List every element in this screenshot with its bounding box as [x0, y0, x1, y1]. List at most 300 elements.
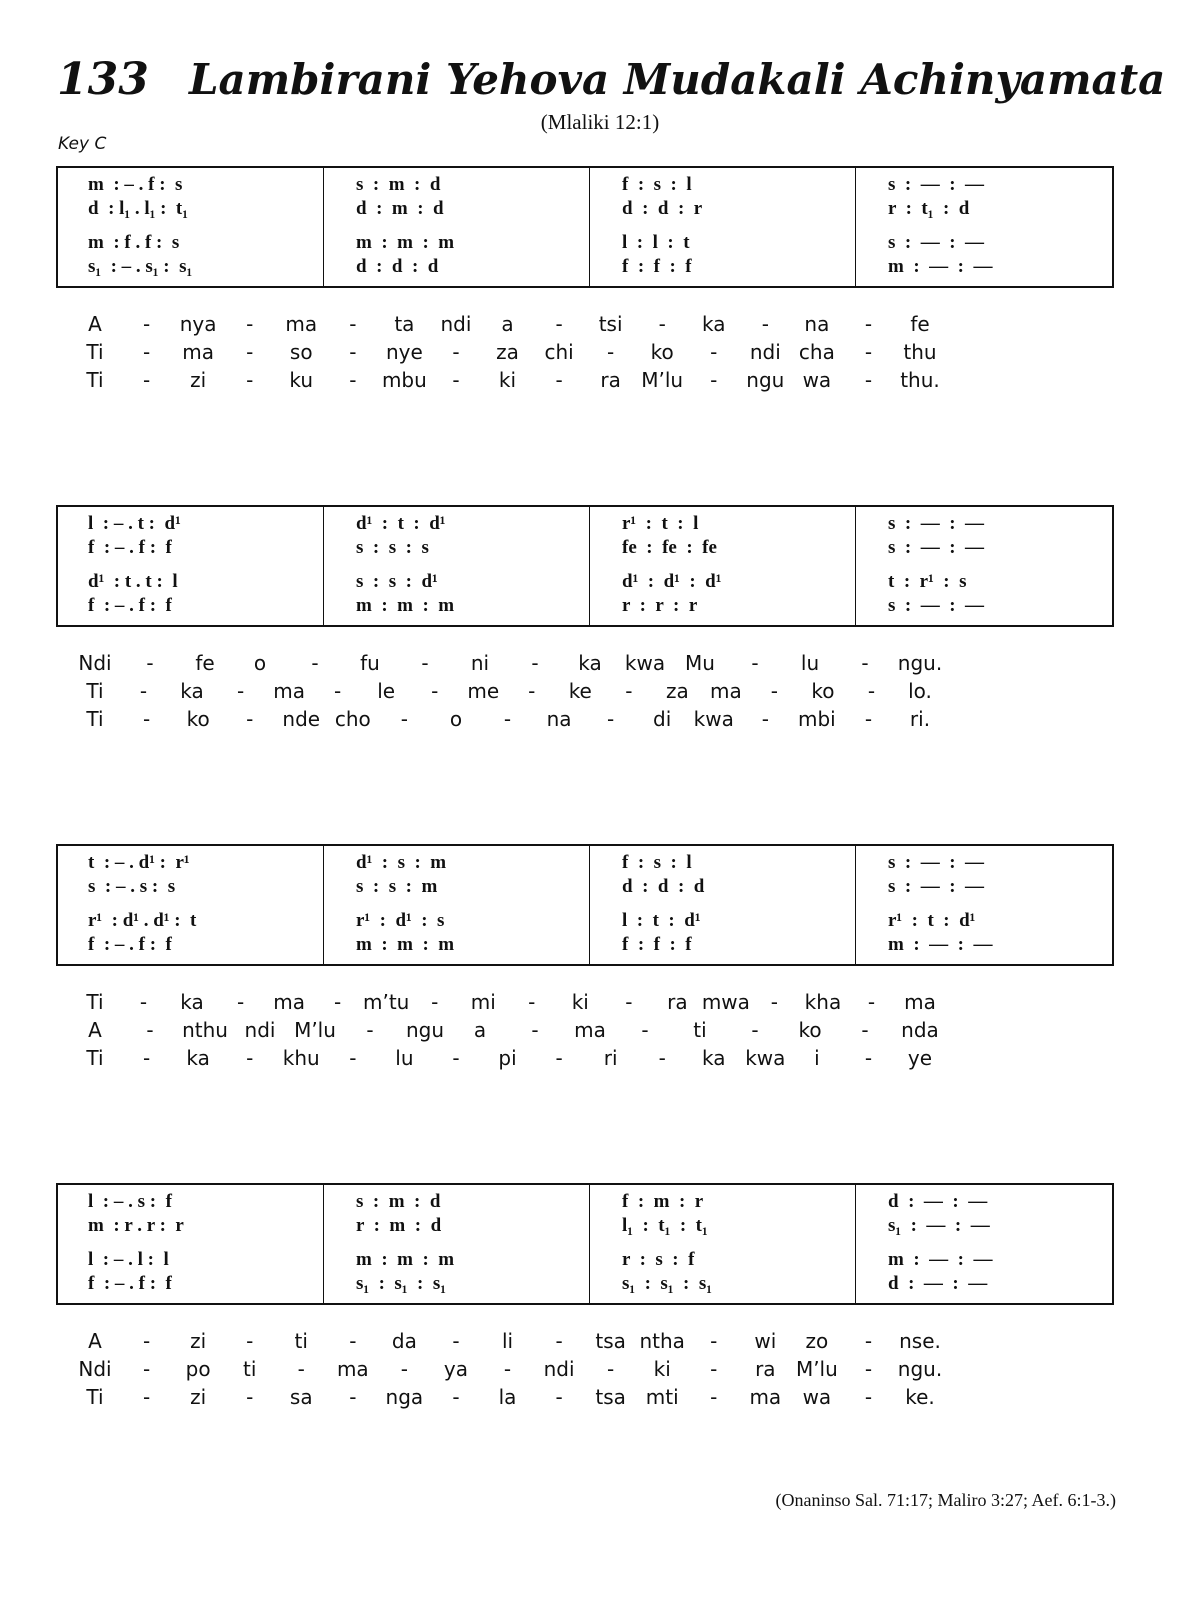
- solfa-line: s : — : —: [888, 852, 985, 873]
- lyric-syllable: kwa: [624, 651, 666, 675]
- syllable-hyphen: -: [710, 368, 718, 392]
- lyric-syllable: ke.: [905, 1385, 935, 1409]
- syllable-hyphen: -: [641, 1018, 649, 1042]
- syllable-hyphen: -: [452, 1385, 460, 1409]
- lyric-syllable: zi: [190, 368, 207, 392]
- solfa-line: r¹ : t : l: [622, 513, 699, 534]
- lyric-syllable: nse.: [899, 1329, 941, 1353]
- solfa-line: l₁ : t₁ : t₁: [622, 1215, 708, 1236]
- syllable-hyphen: -: [867, 679, 876, 703]
- syllable-hyphen: -: [349, 1329, 357, 1353]
- key-signature: Key C: [58, 134, 107, 154]
- solfa-line: r : t₁ : d: [888, 198, 970, 219]
- syllable-hyphen: -: [142, 340, 151, 364]
- syllable-hyphen: -: [366, 1018, 374, 1042]
- syllable-hyphen: -: [246, 312, 254, 336]
- solfa-line: r : r : r: [622, 595, 698, 616]
- lyric-syllable: di: [653, 707, 672, 731]
- solfa-line: d¹ : t . t : l: [88, 571, 178, 592]
- syllable-hyphen: -: [452, 1046, 460, 1070]
- lyric-syllable: ndi: [543, 1357, 575, 1381]
- lyric-syllable: pi: [498, 1046, 517, 1070]
- lyric-syllable: na: [804, 312, 830, 336]
- lyric-syllable: ti: [294, 1329, 308, 1353]
- solfa-line: f : s : l: [622, 852, 692, 873]
- lyric-syllable: ndi: [749, 340, 781, 364]
- syllable-hyphen: -: [555, 368, 563, 392]
- syllable-hyphen: -: [710, 1385, 718, 1409]
- solfa-line: f : – . f : f: [88, 934, 172, 955]
- syllable-hyphen: -: [710, 340, 718, 364]
- lyric-syllable: thu.: [900, 368, 940, 392]
- lyric-syllable: ndi: [440, 312, 472, 336]
- syllable-hyphen: -: [864, 1385, 873, 1409]
- bar-line: [323, 168, 324, 286]
- solfa-line: s : — : —: [888, 513, 985, 534]
- lyric-syllable: lu: [800, 651, 820, 675]
- lyric-syllable: kwa: [693, 707, 734, 731]
- solfa-line: r : s : f: [622, 1249, 695, 1270]
- solfa-line: s₁ : — : —: [888, 1215, 990, 1236]
- solfa-line: m : m : m: [356, 232, 455, 253]
- lyric-syllable: thu: [903, 340, 937, 364]
- lyric-syllable: m’tu: [362, 990, 410, 1014]
- lyric-verse-2: [0, 1357, 1200, 1385]
- lyric-syllable: Ndi: [78, 651, 112, 675]
- bar-line: [323, 1185, 324, 1303]
- syllable-hyphen: -: [528, 990, 536, 1014]
- solfa-line: s : — : —: [888, 174, 985, 195]
- lyric-syllable: fu: [360, 651, 380, 675]
- lyric-syllable: a: [473, 1018, 487, 1042]
- syllable-hyphen: -: [452, 1329, 460, 1353]
- lyric-syllable: ka: [578, 651, 602, 675]
- solfa-line: s : — : —: [888, 876, 985, 897]
- syllable-hyphen: -: [625, 679, 633, 703]
- solfa-line: m : — : —: [888, 256, 993, 277]
- solfa-line: d¹ : s : m: [356, 852, 447, 873]
- lyric-syllable: kha: [804, 990, 842, 1014]
- solfa-line: d : l₁ . l₁ : t₁: [88, 198, 188, 219]
- solfa-line: l : – . l : l: [88, 1249, 169, 1270]
- song-number: 133: [57, 54, 149, 105]
- syllable-hyphen: -: [142, 1046, 151, 1070]
- syllable-hyphen: -: [452, 368, 460, 392]
- lyric-syllable: ko: [650, 340, 674, 364]
- lyric-syllable: kwa: [745, 1046, 786, 1070]
- lyric-syllable: mwa: [701, 990, 750, 1014]
- syllable-hyphen: -: [246, 1046, 254, 1070]
- lyric-syllable: M’lu: [641, 368, 684, 392]
- syllable-hyphen: -: [658, 1046, 666, 1070]
- lyric-syllable: da: [391, 1329, 417, 1353]
- syllable-hyphen: -: [761, 707, 769, 731]
- lyric-verse-2: [0, 1018, 1200, 1046]
- solfa-line: s₁ : s₁ : s₁: [356, 1273, 446, 1294]
- syllable-hyphen: -: [146, 1018, 154, 1042]
- syllable-hyphen: -: [710, 1329, 718, 1353]
- lyric-syllable: ma: [710, 679, 742, 703]
- solfa-line: s : s : d¹: [356, 571, 438, 592]
- lyric-syllable: ma: [904, 990, 936, 1014]
- lyric-syllable: Ti: [86, 990, 104, 1014]
- syllable-hyphen: -: [142, 1385, 151, 1409]
- lyric-syllable: ma: [574, 1018, 606, 1042]
- lyric-syllable: nde: [282, 707, 321, 731]
- lyric-syllable: la: [498, 1385, 517, 1409]
- syllable-hyphen: -: [531, 1018, 539, 1042]
- lyric-verse-2: [0, 679, 1200, 707]
- lyric-syllable: ka: [186, 1046, 210, 1070]
- solfa-line: t : – . d¹ : r¹: [88, 852, 190, 873]
- solfa-line: l : – . s : f: [88, 1191, 172, 1212]
- solfa-line: s : — : —: [888, 595, 985, 616]
- syllable-hyphen: -: [400, 707, 408, 731]
- lyric-syllable: wa: [802, 368, 832, 392]
- syllable-hyphen: -: [751, 651, 759, 675]
- bar-line: [855, 168, 856, 286]
- syllable-hyphen: -: [607, 340, 615, 364]
- lyric-syllable: fe: [195, 651, 215, 675]
- solfa-line: s : s : s: [356, 537, 429, 558]
- syllable-hyphen: -: [311, 651, 319, 675]
- syllable-hyphen: -: [297, 1357, 305, 1381]
- solfa-line: s₁ : s₁ : s₁: [622, 1273, 712, 1294]
- song-header: [57, 52, 1166, 112]
- lyric-verse-3: [0, 368, 1200, 396]
- syllable-hyphen: -: [861, 651, 869, 675]
- lyric-syllable: lu: [395, 1046, 414, 1070]
- syllable-hyphen: -: [431, 679, 439, 703]
- solfa-line: d : — : —: [888, 1273, 988, 1294]
- solfa-line: s : — : —: [888, 232, 985, 253]
- lyric-syllable: ma: [273, 990, 305, 1014]
- syllable-hyphen: -: [503, 707, 512, 731]
- syllable-hyphen: -: [770, 990, 779, 1014]
- syllable-hyphen: -: [246, 340, 254, 364]
- syllable-hyphen: -: [139, 990, 148, 1014]
- syllable-hyphen: -: [400, 1357, 408, 1381]
- solfa-line: d¹ : t : d¹: [356, 513, 446, 534]
- lyric-syllable: ti: [693, 1018, 707, 1042]
- lyric-syllable: ta: [394, 312, 415, 336]
- bar-line: [855, 507, 856, 625]
- lyric-syllable: ko: [811, 679, 835, 703]
- lyric-syllable: za: [665, 679, 689, 703]
- syllable-hyphen: -: [531, 651, 539, 675]
- syllable-hyphen: -: [246, 1329, 254, 1353]
- syllable-hyphen: -: [864, 312, 873, 336]
- lyric-syllable: cho: [334, 707, 371, 731]
- lyric-syllable: a: [501, 312, 514, 336]
- lyric-syllable: ma: [182, 340, 214, 364]
- lyric-syllable: ki: [653, 1357, 671, 1381]
- solfa-line: r¹ : d¹ . d¹ : t: [88, 910, 197, 931]
- syllable-hyphen: -: [246, 368, 254, 392]
- solfa-line: d : d : r: [622, 198, 703, 219]
- solfa-line: r¹ : d¹ : s: [356, 910, 445, 931]
- staff-system-2: [56, 505, 1114, 627]
- lyric-syllable: ko: [186, 707, 210, 731]
- lyric-verse-1: [0, 990, 1200, 1018]
- solfa-line: m : m : m: [356, 934, 455, 955]
- syllable-hyphen: -: [142, 1357, 151, 1381]
- solfa-line: f : – . f : f: [88, 537, 172, 558]
- lyric-syllable: M’lu: [294, 1018, 336, 1042]
- syllable-hyphen: -: [431, 990, 439, 1014]
- solfa-line: f : – . f : f: [88, 595, 172, 616]
- syllable-hyphen: -: [751, 1018, 759, 1042]
- lyric-syllable: ngu.: [897, 1357, 943, 1381]
- lyric-syllable: ka: [180, 679, 204, 703]
- lyric-syllable: mbi: [798, 707, 836, 731]
- lyric-syllable: ka: [702, 312, 726, 336]
- lyric-syllable: ngu: [746, 368, 785, 392]
- syllable-hyphen: -: [864, 1357, 873, 1381]
- lyric-syllable: Ti: [86, 679, 104, 703]
- lyric-syllable: le: [377, 679, 396, 703]
- solfa-line: s : — : —: [888, 537, 985, 558]
- lyric-verse-1: [0, 651, 1200, 679]
- syllable-hyphen: -: [867, 990, 876, 1014]
- syllable-hyphen: -: [142, 312, 151, 336]
- syllable-hyphen: -: [528, 679, 536, 703]
- lyric-syllable: ma: [336, 1357, 369, 1381]
- staff-system-1: [56, 166, 1114, 288]
- lyric-syllable: nda: [901, 1018, 939, 1042]
- syllable-hyphen: -: [658, 312, 666, 336]
- syllable-hyphen: -: [349, 340, 357, 364]
- syllable-hyphen: -: [246, 1385, 254, 1409]
- lyric-syllable: cha: [798, 340, 835, 364]
- bar-line: [855, 846, 856, 964]
- solfa-line: s₁ : – . s₁ : s₁: [88, 256, 193, 277]
- solfa-line: m : f . f : s: [88, 232, 180, 253]
- syllable-hyphen: -: [142, 1329, 151, 1353]
- solfa-line: l : l : t: [622, 232, 690, 253]
- lyric-syllable: M’lu: [795, 1357, 838, 1381]
- lyric-verse-3: [0, 707, 1200, 735]
- lyric-syllable: sa: [289, 1385, 313, 1409]
- syllable-hyphen: -: [555, 1329, 563, 1353]
- bar-line: [589, 846, 590, 964]
- syllable-hyphen: -: [452, 340, 460, 364]
- lyric-syllable: Ti: [86, 1385, 104, 1409]
- solfa-line: m : — : —: [888, 1249, 993, 1270]
- syllable-hyphen: -: [139, 679, 148, 703]
- lyric-syllable: mi: [470, 990, 496, 1014]
- lyric-syllable: nya: [179, 312, 217, 336]
- syllable-hyphen: -: [864, 707, 873, 731]
- syllable-hyphen: -: [864, 1046, 873, 1070]
- bar-line: [589, 1185, 590, 1303]
- lyric-syllable: ra: [667, 990, 688, 1014]
- solfa-line: m : m : m: [356, 1249, 455, 1270]
- syllable-hyphen: -: [349, 1046, 357, 1070]
- lyric-syllable: ma: [273, 679, 305, 703]
- lyric-syllable: A: [88, 1018, 102, 1042]
- footer-references: (Onaninso Sal. 71:17; Maliro 3:27; Aef. 6:1-3.): [775, 1490, 1116, 1510]
- syllable-hyphen: -: [334, 990, 342, 1014]
- lyric-syllable: ma: [749, 1385, 782, 1409]
- bar-line: [589, 168, 590, 286]
- syllable-hyphen: -: [607, 707, 615, 731]
- lyric-syllable: o: [253, 651, 267, 675]
- scripture-reference: (Mlaliki 12:1): [540, 110, 660, 134]
- syllable-hyphen: -: [710, 1357, 718, 1381]
- syllable-hyphen: -: [761, 312, 769, 336]
- bar-line: [323, 846, 324, 964]
- syllable-hyphen: -: [864, 340, 873, 364]
- solfa-line: t : r¹ : s: [888, 571, 967, 592]
- lyric-syllable: khu: [282, 1046, 320, 1070]
- lyric-syllable: o: [449, 707, 463, 731]
- lyric-syllable: ngu.: [897, 651, 943, 675]
- lyric-syllable: nga: [385, 1385, 424, 1409]
- lyric-syllable: fe: [910, 312, 930, 336]
- solfa-line: fe : fe : fe: [622, 537, 717, 558]
- syllable-hyphen: -: [421, 651, 429, 675]
- lyric-syllable: ri: [603, 1046, 618, 1070]
- lyric-syllable: Ti: [86, 1046, 104, 1070]
- solfa-line: s : m : d: [356, 174, 441, 195]
- syllable-hyphen: -: [864, 1329, 873, 1353]
- lyric-verse-1: [0, 1329, 1200, 1357]
- syllable-hyphen: -: [861, 1018, 869, 1042]
- syllable-hyphen: -: [142, 368, 151, 392]
- solfa-line: d : — : —: [888, 1191, 988, 1212]
- lyric-syllable: mti: [645, 1385, 679, 1409]
- solfa-line: f : – . f : f: [88, 1273, 172, 1294]
- lyric-syllable: ye: [907, 1046, 933, 1070]
- lyric-syllable: ku: [289, 368, 314, 392]
- solfa-line: m : r . r : r: [88, 1215, 184, 1236]
- solfa-line: d¹ : d¹ : d¹: [622, 571, 722, 592]
- lyric-syllable: Ti: [86, 340, 104, 364]
- bar-line: [855, 1185, 856, 1303]
- solfa-line: r¹ : t : d¹: [888, 910, 976, 931]
- staff-system-3: [56, 844, 1114, 966]
- lyric-verse-2: [0, 340, 1200, 368]
- lyric-syllable: ke: [568, 679, 592, 703]
- solfa-line: f : f : f: [622, 934, 692, 955]
- lyric-syllable: za: [496, 340, 519, 364]
- lyric-syllable: nye: [385, 340, 423, 364]
- lyric-syllable: ntha: [639, 1329, 685, 1353]
- syllable-hyphen: -: [555, 1046, 563, 1070]
- solfa-line: m : – . f : s: [88, 174, 183, 195]
- lyric-syllable: ma: [285, 312, 318, 336]
- syllable-hyphen: -: [770, 679, 779, 703]
- lyric-syllable: ni: [470, 651, 490, 675]
- lyric-syllable: ri.: [909, 707, 931, 731]
- solfa-line: l : t : d¹: [622, 910, 701, 931]
- lyric-syllable: zi: [190, 1385, 207, 1409]
- lyric-syllable: ra: [755, 1357, 776, 1381]
- lyric-syllable: ka: [702, 1046, 726, 1070]
- staff-system-4: [56, 1183, 1114, 1305]
- solfa-line: d : d : d: [356, 256, 439, 277]
- lyric-syllable: Mu: [685, 651, 715, 675]
- lyric-syllable: Ndi: [78, 1357, 112, 1381]
- solfa-line: s : s : m: [356, 876, 438, 897]
- syllable-hyphen: -: [334, 679, 342, 703]
- lyric-verse-1: [0, 312, 1200, 340]
- lyric-syllable: ko: [798, 1018, 822, 1042]
- solfa-line: m : m : m: [356, 595, 455, 616]
- bar-line: [589, 507, 590, 625]
- solfa-line: f : m : r: [622, 1191, 704, 1212]
- lyric-syllable: tsi: [598, 312, 623, 336]
- lyric-syllable: tsa: [595, 1385, 626, 1409]
- lyric-syllable: ya: [443, 1357, 468, 1381]
- lyric-syllable: po: [185, 1357, 211, 1381]
- solfa-line: d : d : d: [622, 876, 705, 897]
- solfa-line: f : s : l: [622, 174, 692, 195]
- syllable-hyphen: -: [607, 1357, 615, 1381]
- lyric-syllable: wi: [754, 1329, 777, 1353]
- syllable-hyphen: -: [236, 679, 245, 703]
- syllable-hyphen: -: [142, 707, 151, 731]
- lyric-syllable: Ti: [86, 368, 104, 392]
- lyric-syllable: lo.: [908, 679, 932, 703]
- syllable-hyphen: -: [625, 990, 633, 1014]
- lyric-syllable: nthu: [182, 1018, 228, 1042]
- lyric-syllable: ka: [180, 990, 204, 1014]
- solfa-line: r : m : d: [356, 1215, 442, 1236]
- syllable-hyphen: -: [555, 312, 563, 336]
- lyric-syllable: ndi: [244, 1018, 276, 1042]
- syllable-hyphen: -: [246, 707, 254, 731]
- lyric-syllable: ki: [571, 990, 589, 1014]
- solfa-line: s : – . s : s: [88, 876, 176, 897]
- syllable-hyphen: -: [864, 368, 873, 392]
- syllable-hyphen: -: [349, 312, 357, 336]
- lyric-verse-3: [0, 1385, 1200, 1413]
- solfa-line: m : — : —: [888, 934, 993, 955]
- lyric-syllable: ra: [600, 368, 621, 392]
- lyric-syllable: zo: [805, 1329, 829, 1353]
- lyric-syllable: mbu: [381, 368, 427, 392]
- lyric-syllable: zi: [190, 1329, 207, 1353]
- solfa-line: s : m : d: [356, 1191, 441, 1212]
- lyric-syllable: ngu: [405, 1018, 445, 1042]
- bar-line: [323, 507, 324, 625]
- lyric-syllable: i: [814, 1046, 820, 1070]
- lyric-verse-3: [0, 1046, 1200, 1074]
- lyric-syllable: A: [88, 312, 102, 336]
- syllable-hyphen: -: [236, 990, 245, 1014]
- lyric-syllable: me: [467, 679, 500, 703]
- syllable-hyphen: -: [503, 1357, 512, 1381]
- syllable-hyphen: -: [349, 368, 357, 392]
- lyric-syllable: Ti: [86, 707, 104, 731]
- lyric-syllable: so: [289, 340, 313, 364]
- syllable-hyphen: -: [555, 1385, 563, 1409]
- lyric-syllable: li: [501, 1329, 514, 1353]
- lyric-syllable: na: [546, 707, 572, 731]
- lyric-syllable: chi: [544, 340, 574, 364]
- solfa-line: l : – . t : d¹: [88, 513, 181, 534]
- lyric-syllable: wa: [802, 1385, 832, 1409]
- lyric-syllable: ti: [242, 1357, 257, 1381]
- syllable-hyphen: -: [349, 1385, 357, 1409]
- solfa-line: f : f : f: [622, 256, 692, 277]
- solfa-line: d : m : d: [356, 198, 444, 219]
- lyric-syllable: ki: [498, 368, 517, 392]
- song-title: Lambirani Yehova Mudakali Achinyamata: [189, 55, 1166, 104]
- lyric-syllable: tsa: [595, 1329, 626, 1353]
